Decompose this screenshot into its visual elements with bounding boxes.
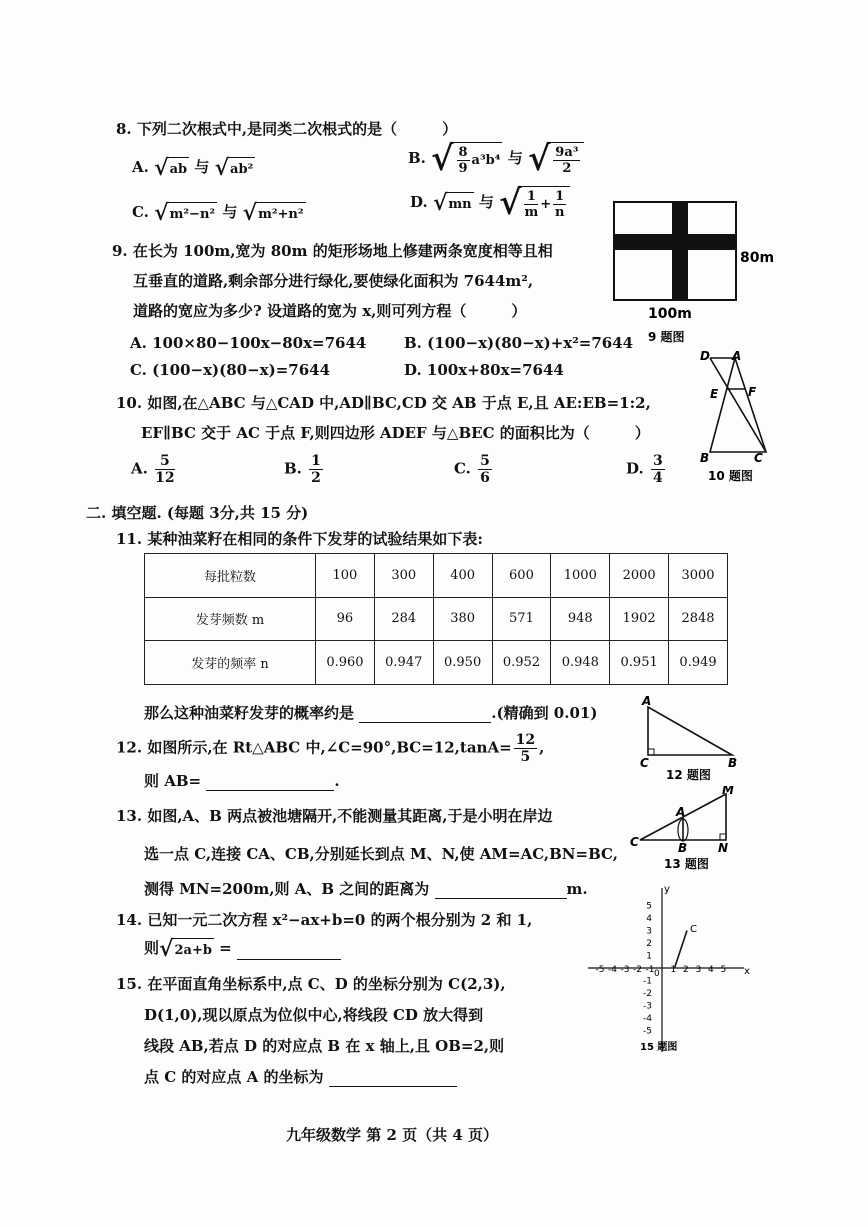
q15-y-tick-label: 5 [646, 901, 652, 912]
table-row-header: 发芽频数 m [145, 597, 316, 641]
q10-option-d: D. $\frac{3}{4}$ [626, 453, 663, 486]
q8-d-radical-2: √ $\frac{1}{m}$ + $\frac{1}{n}$ [499, 186, 570, 220]
q15-y-tick-label: 3 [646, 926, 652, 937]
q11-answer-blank[interactable] [359, 706, 491, 723]
q14-radical: √ 2a+b [159, 936, 212, 962]
q10-d-label: D. [626, 459, 644, 478]
q15-label-c: C [690, 924, 697, 935]
q11-note: .(精确到 0.01) [491, 704, 598, 722]
q13-label-c: C [630, 835, 639, 849]
table-cell: 96 [316, 597, 375, 641]
q15-y-tick-label: -2 [643, 989, 652, 999]
table-cell: 0.952 [492, 641, 551, 685]
q12-label-b: B [728, 756, 738, 770]
q10-c-label: C. [454, 459, 471, 478]
q15-line1: 15. 在平面直角坐标系中,点 C、D 的坐标分别为 C(2,3), [116, 975, 506, 993]
q9-height-label: 80m [740, 250, 775, 266]
table-cell: 948 [551, 597, 610, 641]
q15-y-tick-label: 1 [646, 951, 652, 962]
q12-label-a: A [642, 694, 652, 708]
q13-line1: 13. 如图,A、B 两点被池塘隔开,不能测量其距离,于是小明在岸边 [116, 807, 553, 825]
q10-caption: 10 题图 [708, 469, 753, 483]
table-cell: 600 [492, 554, 551, 598]
q15-x-tick-label: -4 [608, 965, 617, 975]
q12-triangle [648, 707, 732, 755]
table-cell: 2000 [610, 554, 669, 598]
q15-x-tick-label: -2 [633, 965, 642, 975]
q15-y-tick-label: 4 [646, 914, 652, 924]
q15-x-tick-label: 1 [670, 965, 677, 975]
q13-label-m: M [722, 786, 734, 797]
q8-a-label: A. [132, 158, 149, 176]
q8-c-label: C. [132, 203, 149, 221]
q15-line3: 线段 AB,若点 D 的对应点 B 在 x 轴上,且 OB=2,则 [144, 1037, 505, 1055]
q8-d-and: 与 [478, 193, 494, 211]
q8-d-radical-1: √ mn [432, 190, 472, 216]
table-cell: 0.960 [316, 641, 375, 685]
q15-line2: D(1,0),现以原点为位似中心,将线段 CD 放大得到 [144, 1006, 484, 1024]
q15-tick-labels [596, 902, 727, 1037]
q10-label-b: B [700, 451, 710, 465]
q12-label-c: C [640, 756, 649, 770]
q15-x-tick-label: -1 [645, 965, 655, 975]
q10-line2: EF∥BC 交于 AC 于点 F,则四边形 ADEF 与△BEC 的面积比为（ ） [141, 424, 650, 442]
q15-answer-blank[interactable] [329, 1070, 457, 1087]
q15-x-tick-label: 2 [683, 965, 689, 975]
q15-x-tick-label: 5 [720, 965, 727, 975]
q10-option-b: B. $\frac{1}{2}$ [284, 453, 321, 486]
page-footer: 九年级数学 第 2 页（共 4 页） [286, 1126, 498, 1144]
q8-d-label: D. [410, 193, 428, 211]
section-2-heading: 二. 填空题. (每题 3分,共 15 分) [86, 504, 309, 522]
table-cell: 300 [374, 554, 433, 598]
q8-a-and: 与 [194, 158, 210, 176]
q14-ask: 则 √ 2a+b = [144, 937, 341, 960]
q8-c-radical-2: √ m²+n² [242, 200, 304, 226]
q14-line1: 14. 已知一元二次方程 x²−ax+b=0 的两个根分别为 2 和 1, [116, 911, 533, 929]
q13-label-a: A [676, 805, 686, 819]
q8-option-b [408, 139, 584, 179]
q15-line4 [144, 1066, 457, 1087]
table-row [145, 641, 728, 685]
q15-y-tick-label: -1 [643, 976, 652, 987]
q12-right-angle [648, 749, 654, 755]
table-cell: 0.948 [551, 641, 610, 685]
q8-b-radical-2: √ $\frac{\text{9a³}}{2}$ [528, 142, 585, 176]
table-cell: 0.947 [374, 641, 433, 685]
q9-caption: 9 题图 [648, 330, 685, 344]
q11-table [144, 553, 728, 685]
q15-y-tick-label: -3 [643, 1001, 652, 1012]
table-cell: 380 [433, 597, 492, 641]
q12-stem: 12. 如图所示,在 Rt△ABC 中,∠C=90°,BC=12,tanA= $\frac{12}{5}$ , [116, 732, 545, 765]
q10-line1: 10. 如图,在△ABC 与△CAD 中,AD∥BC,CD 交 AB 于点 E,且 AE:EB=1:2, [116, 394, 651, 412]
q15-x-axis-label: x [744, 966, 750, 977]
q11-stem: 11. 某种油菜籽在相同的条件下发芽的试验结果如下表: [116, 530, 483, 548]
q9-width-label: 100m [648, 306, 692, 322]
q13-caption: 13 题图 [664, 857, 709, 871]
q12-answer-blank[interactable] [206, 774, 334, 791]
q10-label-c: C [754, 451, 763, 465]
q10-b-label: B. [284, 459, 302, 478]
table-row [145, 554, 728, 598]
q15-coordinate-figure [584, 884, 760, 1060]
q10-label-a: A [732, 349, 742, 363]
q10-figure [692, 348, 782, 488]
q10-label-d: D [700, 349, 710, 363]
q15-segment-cd [675, 931, 688, 969]
table-cell: 0.949 [669, 641, 728, 685]
q15-y-tick-label: -5 [643, 1026, 652, 1037]
q15-x-tick-label: -3 [620, 965, 630, 975]
q12-caption: 12 题图 [666, 768, 711, 781]
table-cell: 1000 [551, 554, 610, 598]
q15-y-axis-label: y [664, 884, 670, 895]
q13-line2: 选一点 C,连接 CA、CB,分别延长到点 M、N,使 AM=AC,BN=BC, [144, 845, 618, 863]
q11-tail: 那么这种油菜籽发芽的概率约是 [144, 704, 355, 722]
q8-b-radical-1: √ $\frac{8}{9}$ a³b⁴ [431, 139, 501, 179]
table-row-header: 发芽的频率 n [145, 641, 316, 685]
q13-label-n: N [718, 841, 729, 855]
q9-option-a: A. 100×80−100x−80x=7644 [130, 334, 367, 352]
q15-caption: 15 题图 [640, 1042, 678, 1053]
q9-option-d: D. 100x+80x=7644 [404, 361, 564, 379]
q11-answer-line [144, 702, 597, 723]
table-cell: 1902 [610, 597, 669, 641]
q9-line3: 道路的宽应为多少? 设道路的宽为 x,则可列方程（ ） [133, 302, 527, 320]
q13-line3-text: 测得 MN=200m,则 A、B 之间的距离为 [144, 880, 430, 898]
q12-figure [636, 693, 746, 781]
q13-line3: 测得 MN=200m,则 A、B 之间的距离为 m. [144, 880, 588, 898]
q14-ask-pre: 则 [144, 939, 160, 957]
q8-a-radical-1: √ ab [154, 155, 188, 181]
q8-option-c [132, 201, 306, 224]
q12-stem-text: 12. 如图所示,在 Rt△ABC 中,∠C=90°,BC=12,tanA= [116, 738, 512, 757]
q15-y-tick-label: 2 [646, 939, 652, 949]
table-cell: 100 [316, 554, 375, 598]
q9-option-b: B. (100−x)(80−x)+x²=7644 [404, 334, 634, 352]
q10-line-dc [710, 358, 766, 452]
q8-stem: 8. 下列二次根式中,是同类二次根式的是（ ） [116, 120, 458, 138]
q15-origin-label: 0 [654, 969, 660, 979]
q15-x-tick-label: 4 [708, 965, 714, 975]
q13-right-angle [720, 834, 726, 840]
q15-x-tick-label: -5 [595, 965, 605, 975]
q8-c-and: 与 [222, 203, 238, 221]
q9-road-vertical [672, 202, 688, 300]
table-cell: 571 [492, 597, 551, 641]
q10-label-f: F [748, 385, 757, 399]
q9-line2: 互垂直的道路,剩余部分进行绿化,要使绿化面积为 7644m², [133, 272, 534, 290]
q8-option-a [132, 156, 255, 179]
q8-b-label: B. [408, 149, 426, 167]
q15-y-tick-label: -4 [643, 1014, 652, 1024]
q12-ask-text: 则 AB= [144, 772, 202, 790]
q12-ask: 则 AB= . [144, 772, 340, 790]
q10-option-c: C. $\frac{5}{6}$ [454, 453, 490, 486]
q10-a-label: A. [131, 459, 148, 478]
q14-answer-blank[interactable] [237, 943, 341, 960]
table-cell: 284 [374, 597, 433, 641]
q8-c-radical-1: √ m²−n² [154, 200, 216, 226]
q10-option-a: A. $\frac{5}{12}$ [131, 453, 175, 486]
q13-answer-blank[interactable] [435, 882, 567, 899]
q9-option-c: C. (100−x)(80−x)=7644 [130, 361, 331, 379]
table-cell: 3000 [669, 554, 728, 598]
table-cell: 0.950 [433, 641, 492, 685]
q10-label-e: E [710, 387, 719, 401]
q9-line1: 9. 在长为 100m,宽为 80m 的矩形场地上修建两条宽度相等且相 [112, 242, 553, 260]
q13-label-b: B [678, 841, 688, 855]
table-cell: 400 [433, 554, 492, 598]
table-cell: 2848 [669, 597, 728, 641]
table-row [145, 597, 728, 641]
q15-x-tick-label: 3 [695, 965, 702, 975]
q9-figure [610, 198, 780, 348]
table-row-header: 每批粒数 [145, 554, 316, 598]
q8-option-d [410, 183, 570, 223]
q15-line4-text: 点 C 的对应点 A 的坐标为 [144, 1068, 324, 1086]
q8-b-and: 与 [507, 149, 523, 167]
q13-figure [626, 786, 746, 876]
q8-a-radical-2: √ ab² [214, 155, 254, 181]
table-cell: 0.951 [610, 641, 669, 685]
